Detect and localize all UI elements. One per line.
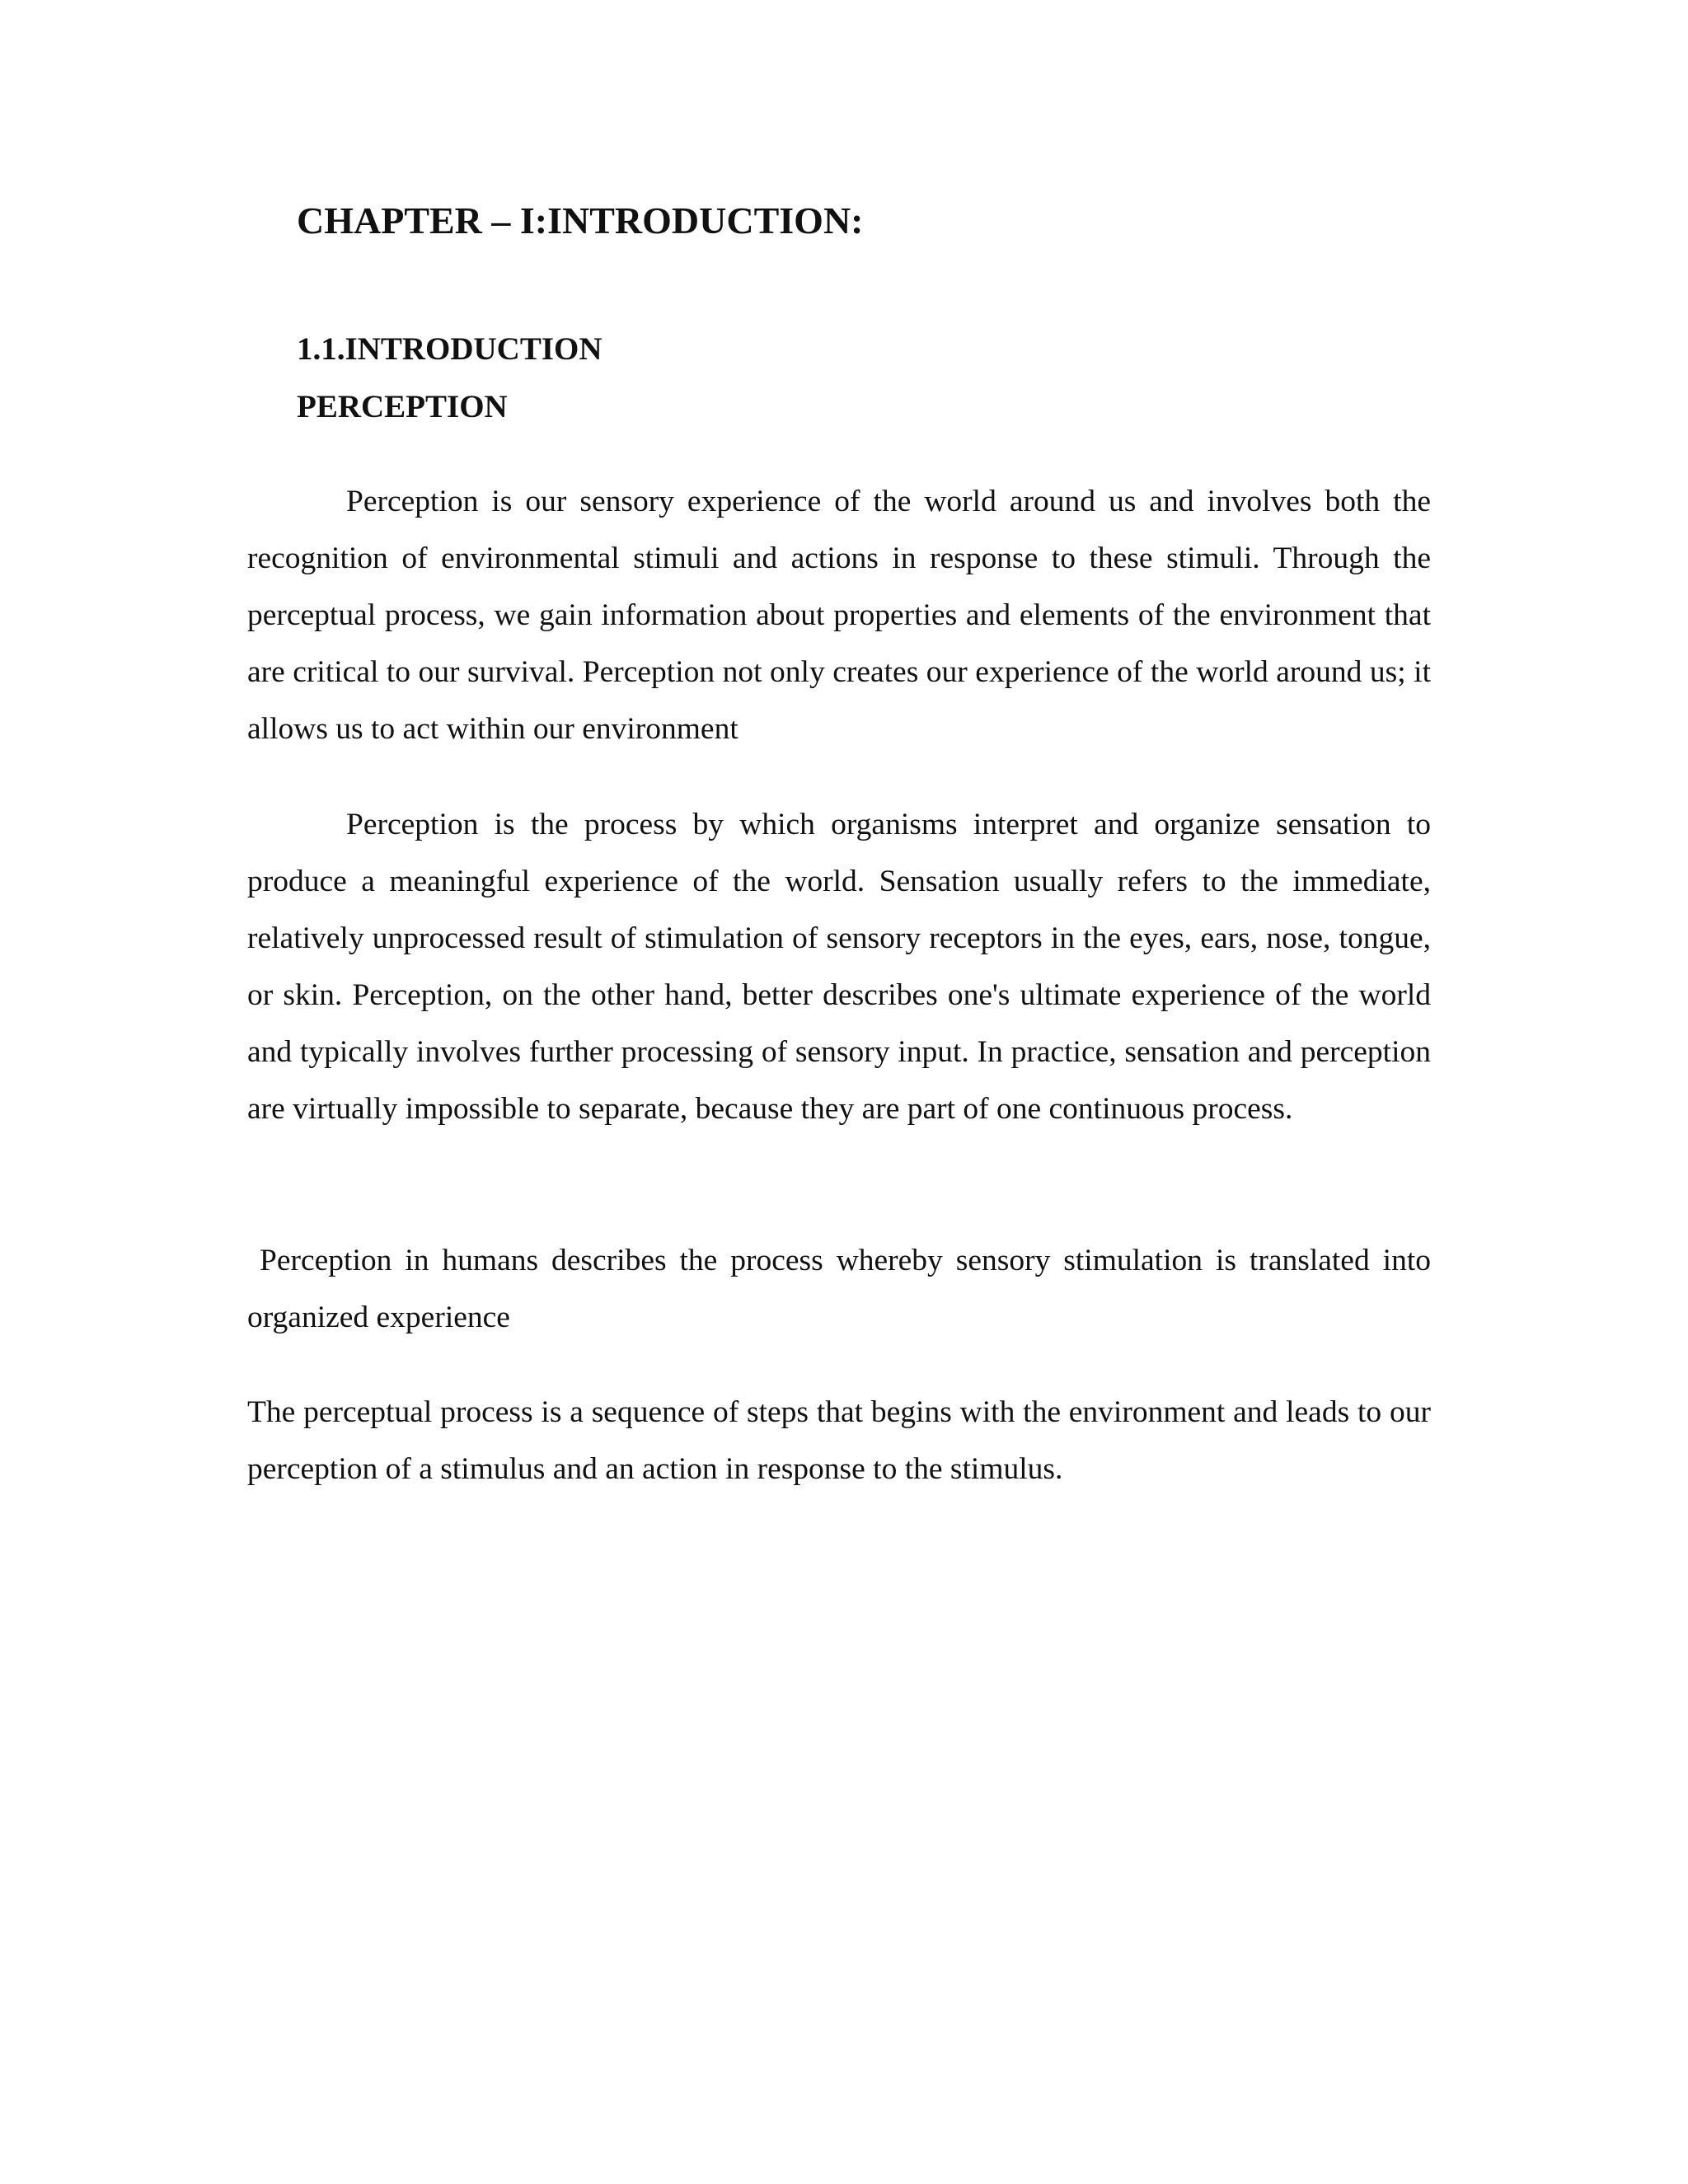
body-paragraph: Perception in humans describes the process whereby sensory stimulation is translated into organized experience: [247, 1244, 1431, 1334]
body-paragraph: Perception is the process by which organisms interpret and organize sensation to produce a meaningful experience of the world. Sensation usually refers to the immediate, relatively unprocessed result of stimulation of sensory receptors in the eyes, ears, nose, tongue, or skin. Perception, on the other hand, better describes one's ultimate experience of the world and typically involves further processing of sensory input. In practice, sensation and perception are virtually impossible to separate, because they are part of one continuous process.: [247, 808, 1431, 1126]
body-paragraph: Perception is our sensory experience of the world around us and involves both the recognition of environmental stimuli and actions in response to these stimuli. Through the perceptual process, we gain information about properties and elements of the environment that are critical to our survival. Perception not only creates our experience of the world around us; it allows us to act within our environment: [247, 485, 1431, 746]
chapter-title: CHAPTER – I:INTRODUCTION:: [297, 199, 864, 241]
section-heading: 1.1.INTRODUCTION: [297, 331, 603, 367]
body-paragraph: The perceptual process is a sequence of steps that begins with the environment and leads to our perception of a stimulus and an action in response to the stimulus.: [247, 1395, 1431, 1486]
subsection-heading: PERCEPTION: [297, 389, 508, 424]
